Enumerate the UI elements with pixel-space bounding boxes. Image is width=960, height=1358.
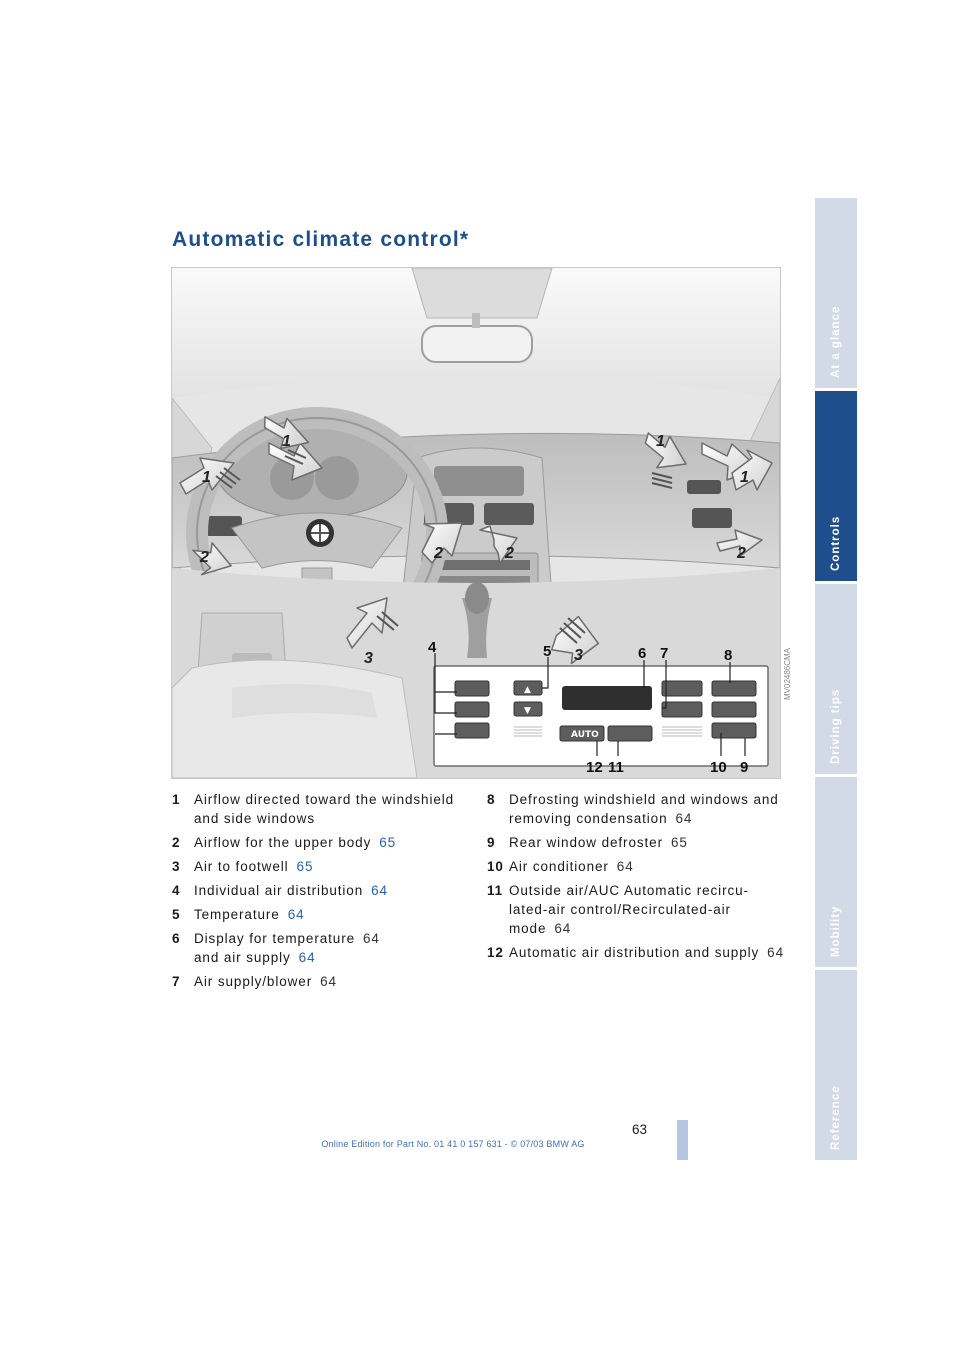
dashboard-drawing [172,268,780,778]
item-text: Outside air/AUC Automatic recircu-lated-air control/Recirculated-air mode [509,883,749,936]
page-ref-link[interactable]: 64 [287,907,305,922]
legend-right [487,790,787,967]
tab-reference[interactable] [815,970,857,1160]
item-number: 11 [487,883,504,898]
item-number: 3 [172,859,181,874]
tab-label: Reference [830,1085,842,1150]
legend-item-7 [172,972,472,991]
item-text: Defrosting windshield and windows and removing condensation [509,792,779,826]
item-text: Air to footwell [194,859,289,874]
item-text: Airflow directed toward the windshield and side windows [194,792,455,826]
page-ref-link[interactable]: 64 [371,883,388,898]
legend-item-10 [487,857,787,876]
tab-controls[interactable] [815,391,857,581]
svg-text:9: 9 [740,759,749,776]
svg-text:6: 6 [638,645,647,662]
page-ref: 64 [616,859,634,874]
item-text: Air conditioner [509,859,609,874]
svg-text:1: 1 [282,433,291,450]
legend-item-5 [172,905,472,924]
item-text: Airflow for the upper body [194,835,372,850]
page-ref: 64 [767,945,784,960]
footer [0,1139,960,1149]
svg-text:2: 2 [434,545,443,562]
svg-text:▲: ▲ [524,685,531,695]
item-number: 6 [172,931,181,946]
item-number: 8 [487,792,496,807]
legend-left [172,790,472,996]
section-tabs [815,198,857,1160]
item-text: Air supply/blower [194,974,313,989]
legend-item-4 [172,881,472,900]
svg-text:2: 2 [505,545,514,562]
page-ref: 64 [363,931,380,946]
page-ref-link[interactable]: 65 [379,835,397,850]
svg-text:1: 1 [740,469,749,486]
svg-text:10: 10 [710,759,727,776]
page-ref-link[interactable]: 65 [296,859,314,874]
item-text-line2: and air supply [194,950,291,965]
page-ref: 64 [320,974,337,989]
svg-text:3: 3 [574,647,583,664]
page-ref: 65 [670,835,688,850]
page-title: Automatic climate control* [172,228,470,251]
legend-item-2 [172,833,472,852]
tab-label: Driving tips [830,688,842,764]
svg-text:1: 1 [656,433,665,450]
tab-at-a-glance[interactable] [815,198,857,388]
item-number: 12 [487,945,504,960]
page-ref: 64 [675,811,693,826]
legend-item-8 [487,790,787,828]
item-text: Temperature [194,907,280,922]
legend-item-6 [172,929,472,967]
svg-text:4: 4 [428,639,437,656]
legend-item-12 [487,943,787,962]
svg-text:8: 8 [724,647,733,664]
svg-text:7: 7 [660,645,669,662]
item-number: 10 [487,859,504,874]
legend-item-9 [487,833,787,852]
legend-item-1 [172,790,472,828]
item-text: Individual air distribution [194,883,364,898]
svg-text:2: 2 [200,549,209,566]
dashboard-illustration [171,267,781,779]
item-number: 5 [172,907,181,922]
svg-text:2: 2 [737,545,746,562]
page-number: 63 [632,1122,648,1137]
svg-text:11: 11 [608,759,624,776]
svg-text:5: 5 [543,643,552,660]
svg-text:12: 12 [586,759,603,776]
item-number: 1 [172,792,181,807]
tab-label: Mobility [830,905,842,957]
tab-mobility[interactable] [815,777,857,967]
svg-text:AUTO: AUTO [571,730,599,740]
svg-text:▼: ▼ [524,706,531,716]
tab-label: Controls [830,515,842,571]
legend-item-11 [487,881,787,938]
footer-text: Online Edition for Part No. 01 41 0 157 631 - © 07/03 BMW AG [321,1139,585,1149]
item-number: 9 [487,835,496,850]
figure-code: MV02486CMA [783,647,792,700]
page-ref: 64 [554,921,572,936]
item-number: 4 [172,883,181,898]
item-text: Display for temperature [194,931,356,946]
svg-text:3: 3 [364,650,373,667]
item-number: 2 [172,835,181,850]
svg-text:1: 1 [202,469,211,486]
tab-label: At a glance [830,305,842,378]
item-number: 7 [172,974,181,989]
page-ref-link[interactable]: 64 [298,950,316,965]
item-text: Rear window defroster [509,835,663,850]
tab-driving-tips[interactable] [815,584,857,774]
legend-item-3 [172,857,472,876]
item-text: Automatic air distribution and supply [509,945,760,960]
